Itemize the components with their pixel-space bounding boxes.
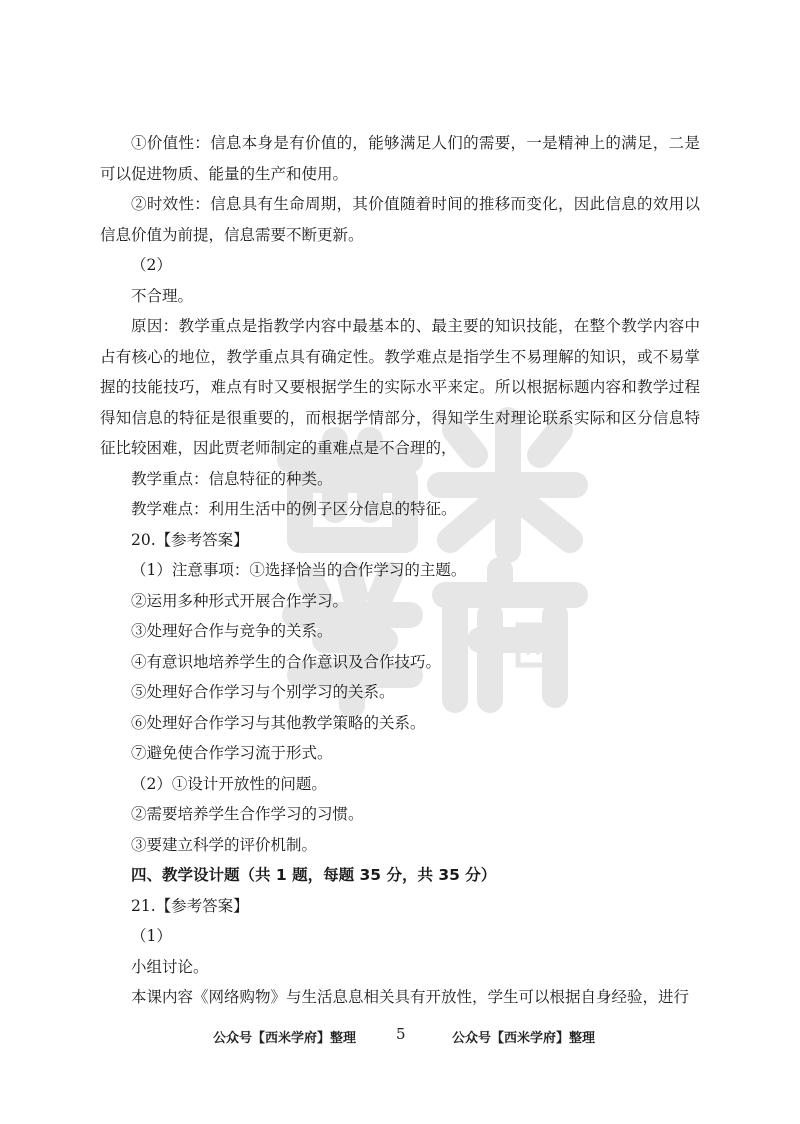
subheading-2: （2） xyxy=(131,256,172,274)
list-item: ⑦避免使合作学习流于形式。 xyxy=(131,744,333,762)
paragraph-difficult-point: 教学难点：利用生活中的例子区分信息的特征。 xyxy=(131,500,457,518)
section-heading: 四、教学设计题（共 1 题，每题 35 分，共 35 分） xyxy=(131,866,497,884)
paragraph-unreasonable: 不合理。 xyxy=(131,286,194,305)
paragraph-key-point: 教学重点：信息特征的种类。 xyxy=(131,469,333,488)
page-footer xyxy=(0,1025,800,1049)
list-item: ②需要培养学生合作学习的习惯。 xyxy=(131,805,364,823)
answer-heading-20: 20.【参考答案】 xyxy=(131,530,249,549)
list-item: ④有意识地培养学生的合作意识及合作技巧。 xyxy=(131,652,442,671)
paragraph-reason: 原因：教学重点是指教学内容中最基本的、最主要的知识技能，在整个教学内容中占有核心的地位，教学重点具有确定性。教学难点是指学生不易理解的知识，或不易掌握的技能技巧，难点有时又要根据学生的实际水平来定。所以根据标题内容和教学过程得知信息的特征是很重要的，而根据学情部分，得知学生对理论联系实际和区分信息特征比较困难，因此贾老师制定的重难点是不合理的， xyxy=(100,317,700,457)
paragraph-online-shopping: 本课内容《网络购物》与生活息息相关具有开放性，学生可以根据自身经验，进行 xyxy=(131,988,690,1006)
list-item: ③要建立科学的评价机制。 xyxy=(131,835,318,854)
answer-heading-21: 21.【参考答案】 xyxy=(131,896,249,915)
paragraph-group-discussion: 小组讨论。 xyxy=(131,957,209,976)
document-body xyxy=(100,128,700,1013)
page-number: 5 xyxy=(396,1025,406,1043)
footer-right-text: 公众号【西米学府】整理 xyxy=(452,1031,596,1046)
list-item: （2）①设计开放性的问题。 xyxy=(131,774,327,793)
paragraph-timeliness: ②时效性：信息具有生命周期，其价值随着时间的推移而变化，因此信息的效用以信息价值为前提，信息需要不断更新。 xyxy=(100,195,700,244)
list-item: （1）注意事项：①选择恰当的合作学习的主题。 xyxy=(131,561,467,579)
paragraph-value: ①价值性：信息本身是有价值的，能够满足人们的需要，一是精神上的满足，二是可以促进物质、能量的生产和使用。 xyxy=(100,134,700,183)
list-item: ③处理好合作与竞争的关系。 xyxy=(131,622,333,640)
list-item: ②运用多种形式开展合作学习。 xyxy=(131,591,349,610)
list-item: ⑤处理好合作学习与个别学习的关系。 xyxy=(131,683,395,701)
list-item: ⑥处理好合作学习与其他教学策略的关系。 xyxy=(131,713,426,732)
subheading-1: （1） xyxy=(131,927,172,945)
footer-left-text: 公众号【西米学府】整理 xyxy=(213,1031,357,1046)
